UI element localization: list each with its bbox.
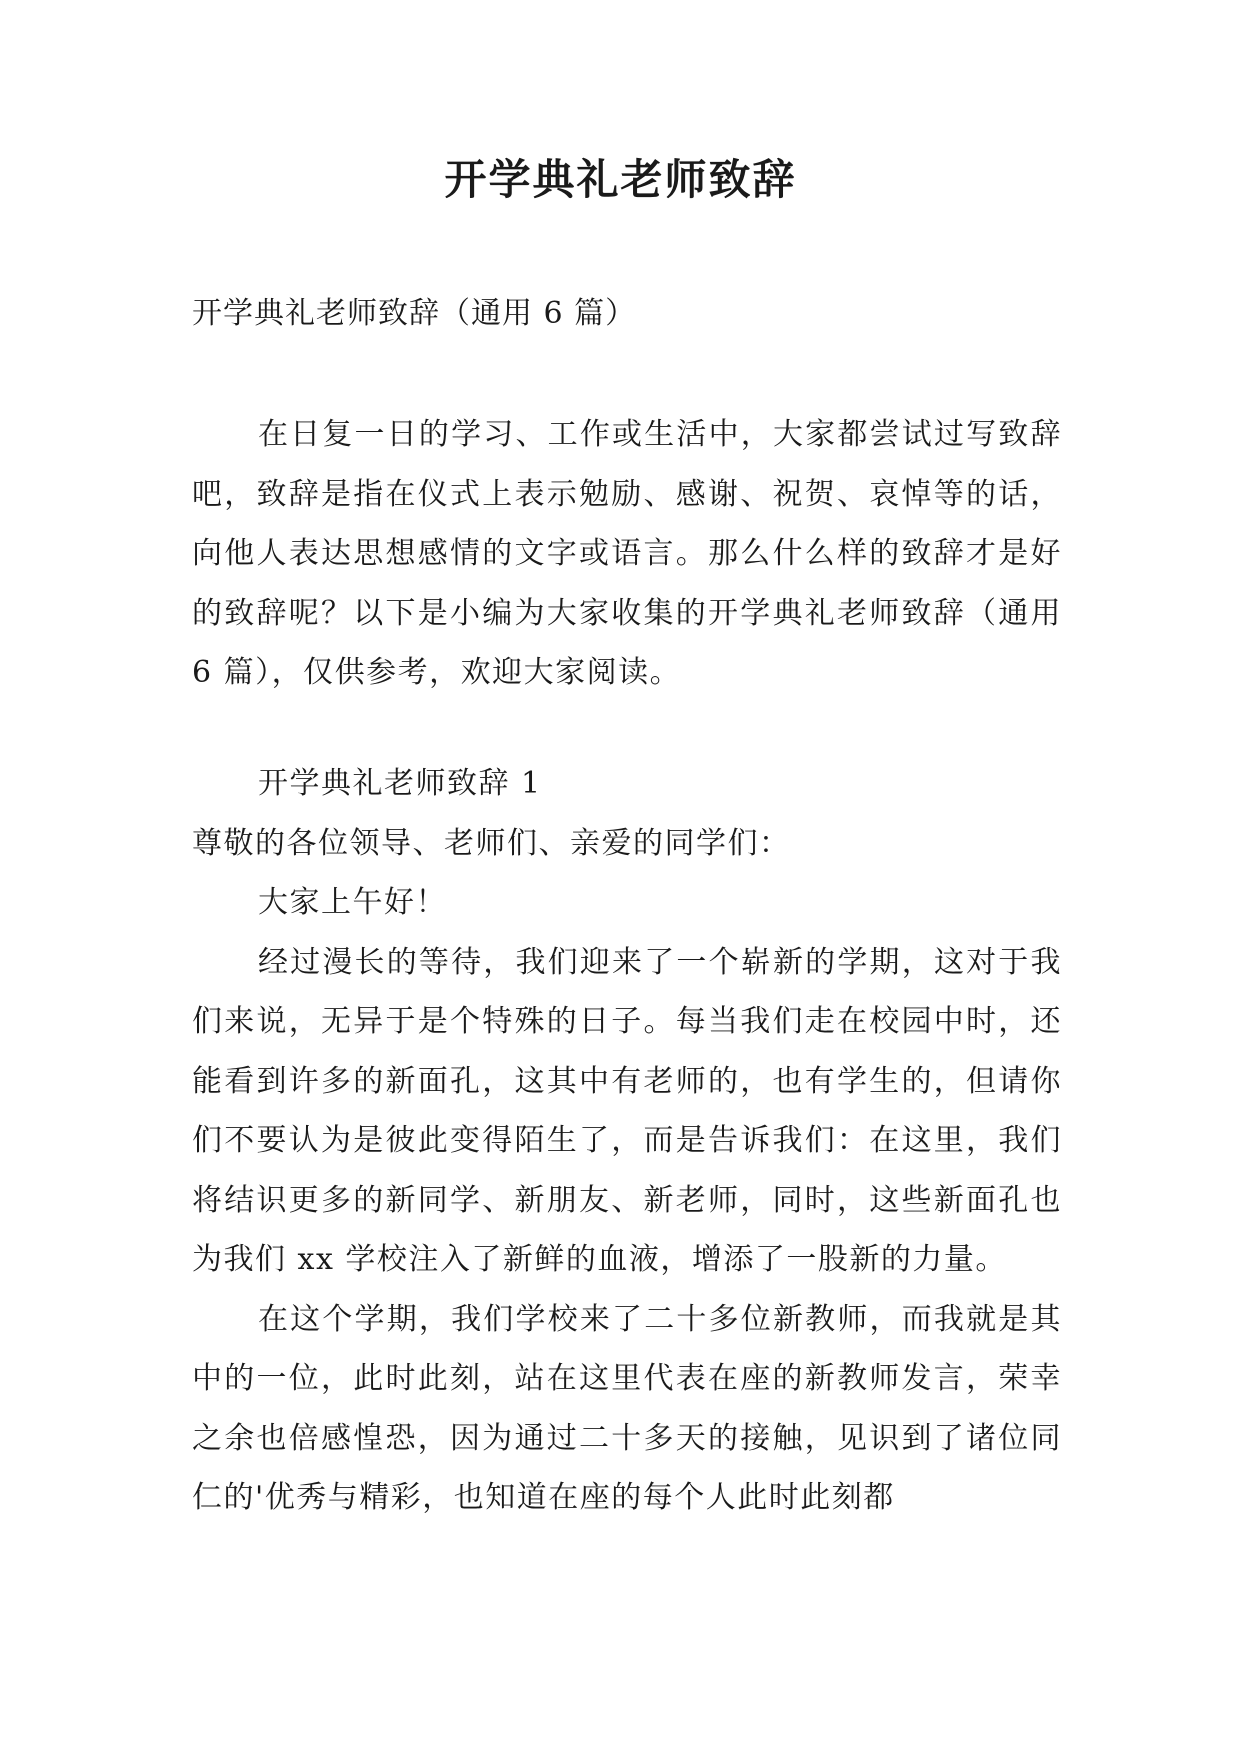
body-paragraph-2: 在这个学期，我们学校来了二十多位新教师，而我就是其中的一位，此时此刻，站在这里代表在座的新教师发言，荣幸之余也倍感惶恐，因为通过二十多天的接触，见识到了诸位同仁的'优秀与精彩，也知道在座的每个人此时此刻都 — [192, 1301, 1062, 1515]
body-paragraph-1: 经过漫长的等待，我们迎来了一个崭新的学期，这对于我们来说，无异于是个特殊的日子。每当我们走在校园中时，还能看到许多的新面孔，这其中有老师的，也有学生的，但请你们不要认为是彼此变得陌生了，而是告诉我们：在这里，我们将结识更多的新同学、新朋友、新老师，同时，这些新面孔也为我们 xx 学校注入了新鲜的血液，增添了一股新的力量。 — [192, 944, 1062, 1277]
intro-paragraph: 在日复一日的学习、工作或生活中，大家都尝试过写致辞吧，致辞是指在仪式上表示勉励、感谢、祝贺、哀悼等的话，向他人表达思想感情的文字或语言。那么什么样的致辞才是好的致辞呢？以下是小编为大家收集的开学典礼老师致辞（通用 6 篇），仅供参考，欢迎大家阅读。 — [192, 417, 1062, 690]
salutation: 尊敬的各位领导、老师们、亲爱的同学们： — [192, 825, 791, 861]
greeting: 大家上午好！ — [258, 885, 447, 920]
intro-section — [192, 405, 1062, 703]
document-title: 开学典礼老师致辞 — [444, 155, 797, 204]
section-heading: 开学典礼老师致辞 1 — [258, 766, 542, 801]
document-subtitle: 开学典礼老师致辞（通用 6 篇） — [192, 296, 637, 331]
speech-section — [192, 754, 1062, 1528]
